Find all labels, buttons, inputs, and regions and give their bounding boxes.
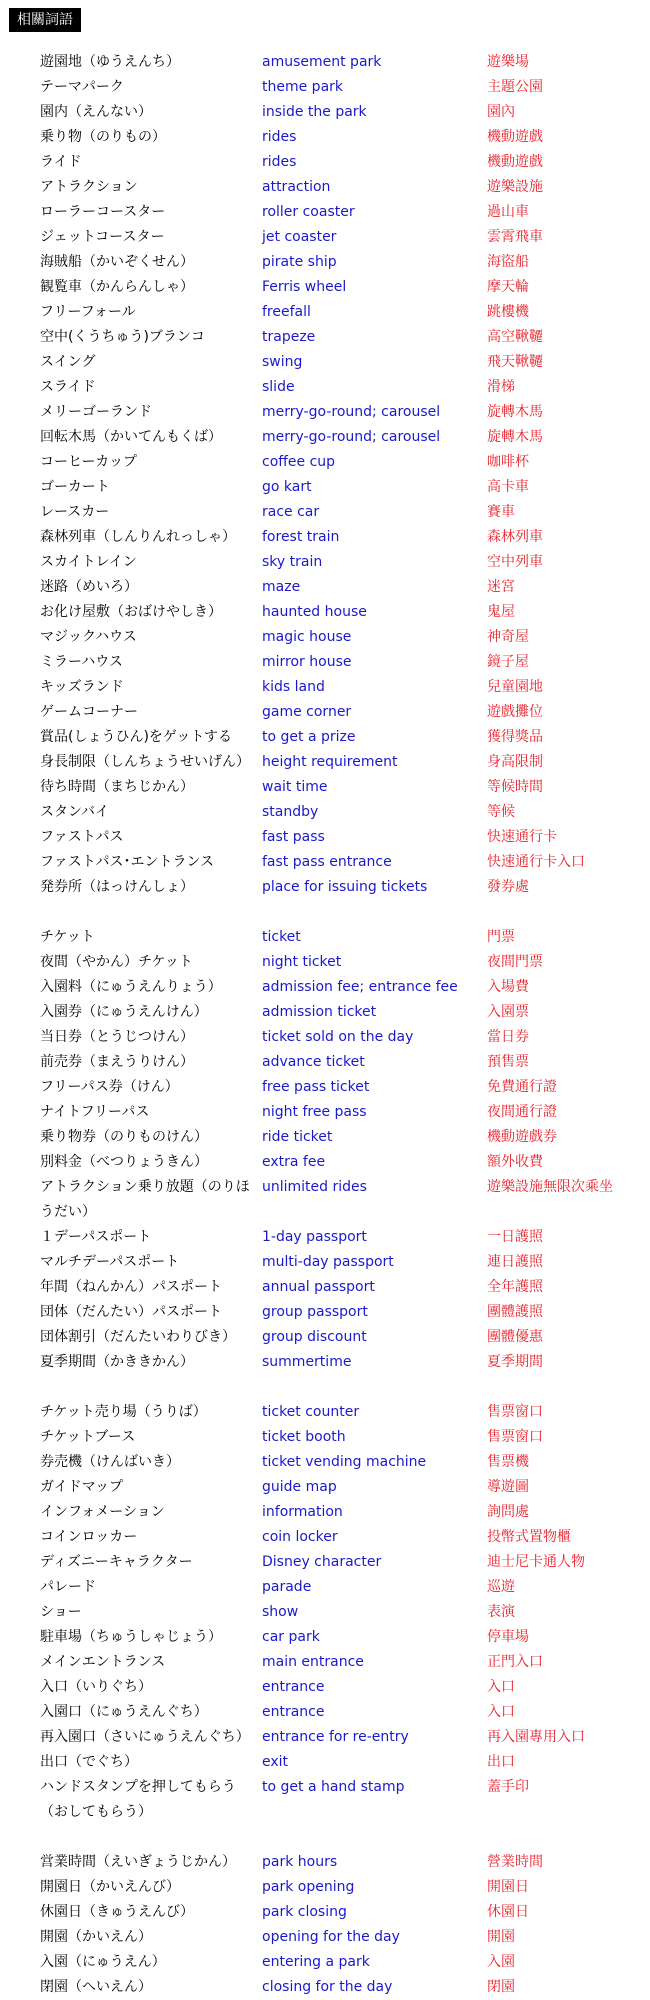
japanese-term: 回転木馬（かいてんもくば）: [40, 429, 222, 445]
english-term: race car: [262, 504, 320, 520]
vocab-row: [0, 500, 650, 525]
vocab-row: [0, 575, 650, 600]
english-term: standby: [262, 804, 319, 820]
chinese-term: 機動遊戲: [487, 129, 543, 145]
japanese-term: ファストパス･エントランス: [40, 854, 215, 870]
vocab-row: [0, 1700, 650, 1725]
chinese-term: 休園日: [487, 1904, 529, 1920]
japanese-term: スライド: [40, 379, 96, 395]
english-term: annual passport: [262, 1279, 375, 1295]
japanese-term: 空中(くうちゅう)ブランコ: [40, 329, 205, 345]
english-term: entrance for re-entry: [262, 1729, 409, 1745]
vocab-row: [0, 1300, 650, 1325]
vocabulary-list: [0, 50, 650, 2000]
vocab-row: [0, 250, 650, 275]
vocab-row: [0, 1250, 650, 1275]
chinese-term: 導遊圖: [487, 1479, 529, 1495]
japanese-term: 駐車場（ちゅうしゃじょう）: [40, 1629, 222, 1645]
vocab-row: [0, 925, 650, 950]
vocab-row: [0, 750, 650, 775]
english-term: park hours: [262, 1854, 338, 1870]
english-term: maze: [262, 579, 301, 595]
english-term: closing for the day: [262, 1979, 393, 1995]
vocab-row: [0, 75, 650, 100]
vocab-row: [0, 700, 650, 725]
japanese-term: スイング: [40, 354, 96, 370]
english-term: advance ticket: [262, 1054, 365, 1070]
english-term: ticket vending machine: [262, 1454, 427, 1470]
vocab-group: [0, 925, 650, 1375]
chinese-term: 全年護照: [487, 1279, 543, 1295]
chinese-term: 兒童園地: [487, 679, 543, 695]
vocab-row: [0, 1875, 650, 1900]
vocab-row: [0, 1750, 650, 1775]
vocab-row: [0, 800, 650, 825]
english-term: coffee cup: [262, 454, 336, 470]
chinese-term: 巡遊: [487, 1579, 515, 1595]
chinese-term: 入園: [487, 1954, 515, 1970]
chinese-term: 迷宮: [487, 579, 515, 595]
english-term: merry-go-round; carousel: [262, 429, 441, 445]
english-term: admission ticket: [262, 1004, 377, 1020]
vocab-row: [0, 125, 650, 150]
chinese-term: 遊樂設施: [487, 179, 543, 195]
japanese-term: キッズランド: [40, 679, 124, 695]
chinese-term: 開園: [487, 1929, 515, 1945]
vocab-row: [0, 1675, 650, 1700]
english-term: place for issuing tickets: [262, 879, 428, 895]
chinese-term: 投幣式置物櫃: [487, 1529, 571, 1545]
japanese-term: 発券所（はっけんしょ）: [40, 879, 194, 895]
english-term: information: [262, 1504, 343, 1520]
chinese-term: 機動遊戲: [487, 154, 543, 170]
vocab-row: [0, 1725, 650, 1750]
chinese-term: 快速通行卡入口: [487, 854, 585, 870]
vocab-row: [0, 1125, 650, 1150]
japanese-term: 入園料（にゅうえんりょう）: [40, 979, 222, 995]
english-term: ticket: [262, 929, 301, 945]
chinese-term: 神奇屋: [487, 629, 529, 645]
english-term: haunted house: [262, 604, 367, 620]
english-term: main entrance: [262, 1654, 364, 1670]
japanese-term: ディズニーキャラクター: [40, 1554, 193, 1570]
japanese-term: 当日券（とうじつけん）: [40, 1029, 194, 1045]
japanese-term: アトラクション: [40, 179, 138, 195]
japanese-term: 乗り物券（のりものけん）: [40, 1129, 208, 1145]
chinese-term: 閉園: [487, 1979, 515, 1995]
english-term: sky train: [262, 554, 323, 570]
chinese-term: 機動遊戲券: [487, 1129, 557, 1145]
chinese-term: 旋轉木馬: [487, 404, 543, 420]
chinese-term: 滑梯: [487, 379, 515, 395]
chinese-term: 鬼屋: [487, 604, 515, 620]
vocab-row: [0, 1100, 650, 1125]
english-term: multi-day passport: [262, 1254, 394, 1270]
japanese-term: 遊園地（ゆうえんち）: [40, 54, 180, 70]
english-term: entrance: [262, 1679, 325, 1695]
japanese-term: ミラーハウス: [40, 654, 123, 670]
vocab-row: [0, 1225, 650, 1250]
vocab-row: [0, 975, 650, 1000]
vocab-row: [0, 650, 650, 675]
english-term: fast pass: [262, 829, 325, 845]
vocab-row: [0, 1325, 650, 1350]
vocab-row: [0, 1475, 650, 1500]
chinese-term: 發券處: [487, 879, 529, 895]
chinese-term: 高卡車: [487, 479, 529, 495]
chinese-term: 夜間門票: [487, 954, 543, 970]
english-term: wait time: [262, 779, 328, 795]
english-term: rides: [262, 154, 297, 170]
english-term: Disney character: [262, 1554, 382, 1570]
vocab-row: [0, 1950, 650, 1975]
english-term: car park: [262, 1629, 320, 1645]
english-term: height requirement: [262, 754, 398, 770]
japanese-term: レースカー: [40, 504, 110, 520]
japanese-term: ローラーコースター: [40, 204, 166, 220]
chinese-term: 等候: [487, 804, 515, 820]
chinese-term: 售票窗口: [487, 1404, 543, 1420]
japanese-term: スタンバイ: [40, 804, 110, 820]
japanese-term: マルチデーパスポート: [40, 1254, 180, 1270]
vocab-row: [0, 875, 650, 900]
chinese-term: 獲得獎品: [487, 729, 543, 745]
vocab-group: [0, 50, 650, 900]
japanese-term: 園内（えんない）: [40, 104, 152, 120]
vocab-row: [0, 275, 650, 300]
japanese-term: ゴーカート: [40, 479, 110, 495]
japanese-term: 前売券（まえうりけん）: [40, 1054, 194, 1070]
vocab-row: [0, 775, 650, 800]
japanese-term: チケット売り場（うりば）: [40, 1404, 207, 1420]
english-term: fast pass entrance: [262, 854, 392, 870]
vocab-row: [0, 1025, 650, 1050]
vocab-row: [0, 50, 650, 75]
chinese-term: 售票窗口: [487, 1429, 543, 1445]
vocab-row: [0, 1075, 650, 1100]
vocab-row: [0, 1625, 650, 1650]
japanese-term: 夜間（やかん）チケット: [40, 954, 193, 970]
english-term: go kart: [262, 479, 312, 495]
english-term: unlimited rides: [262, 1179, 367, 1195]
japanese-term: 営業時間（えいぎょうじかん）: [40, 1854, 236, 1870]
japanese-term: マジックハウス: [40, 629, 137, 645]
vocab-row: [0, 825, 650, 850]
vocab-row: [0, 1900, 650, 1925]
chinese-term: 跳樓機: [487, 304, 529, 320]
vocab-row: [0, 450, 650, 475]
vocab-row: [0, 100, 650, 125]
english-term: to get a hand stamp: [262, 1779, 405, 1795]
chinese-term: 遊樂設施無限次乘坐: [487, 1179, 613, 1195]
english-term: show: [262, 1604, 299, 1620]
english-term: game corner: [262, 704, 352, 720]
vocab-row: [0, 1150, 650, 1175]
japanese-term: 閉園（へいえん）: [40, 1979, 152, 1995]
vocab-row: [0, 475, 650, 500]
english-term: swing: [262, 354, 303, 370]
japanese-term: 団体割引（だんたいわりびき）: [40, 1329, 236, 1345]
japanese-term: 迷路（めいろ）: [40, 579, 138, 595]
chinese-term: 森林列車: [487, 529, 543, 545]
chinese-term: 雲霄飛車: [487, 229, 543, 245]
english-term: amusement park: [262, 54, 382, 70]
vocab-row: [0, 1775, 650, 1825]
chinese-term: 入場費: [487, 979, 529, 995]
chinese-term: 當日券: [487, 1029, 529, 1045]
chinese-term: 額外收費: [487, 1154, 543, 1170]
japanese-term: メインエントランス: [40, 1654, 166, 1670]
vocab-row: [0, 200, 650, 225]
english-term: to get a prize: [262, 729, 356, 745]
english-term: rides: [262, 129, 297, 145]
vocab-row: [0, 1600, 650, 1625]
chinese-term: 免費通行證: [487, 1079, 557, 1095]
vocab-row: [0, 1400, 650, 1425]
chinese-term: 旋轉木馬: [487, 429, 543, 445]
chinese-term: 一日護照: [487, 1229, 543, 1245]
vocab-row: [0, 400, 650, 425]
vocab-row: [0, 850, 650, 875]
english-term: freefall: [262, 304, 311, 320]
english-term: extra fee: [262, 1154, 326, 1170]
english-term: ticket booth: [262, 1429, 346, 1445]
vocab-row: [0, 1575, 650, 1600]
chinese-term: 等候時間: [487, 779, 543, 795]
vocab-row: [0, 225, 650, 250]
english-term: free pass ticket: [262, 1079, 370, 1095]
section-title: 相關詞語: [9, 8, 81, 32]
chinese-term: 夏季期間: [487, 1354, 543, 1370]
english-term: kids land: [262, 679, 325, 695]
chinese-term: 海盜船: [487, 254, 529, 270]
vocab-row: [0, 150, 650, 175]
vocab-row: [0, 1350, 650, 1375]
japanese-term: 入口（いりぐち）: [40, 1679, 152, 1695]
chinese-term: 營業時間: [487, 1854, 543, 1870]
japanese-term: 出口（でぐち）: [40, 1754, 138, 1770]
english-term: exit: [262, 1754, 289, 1770]
vocab-row: [0, 550, 650, 575]
vocab-row: [0, 600, 650, 625]
vocab-row: [0, 300, 650, 325]
english-term: 1-day passport: [262, 1229, 367, 1245]
japanese-term: ゲームコーナー: [40, 704, 138, 720]
vocab-row: [0, 1925, 650, 1950]
japanese-term: 再入園口（さいにゅうえんぐち）: [40, 1729, 250, 1745]
japanese-term: １デーパスポート: [40, 1229, 152, 1245]
vocab-row: [0, 1500, 650, 1525]
vocab-row: [0, 375, 650, 400]
japanese-term: ナイトフリーパス: [40, 1104, 150, 1120]
chinese-term: 詢問處: [487, 1504, 529, 1520]
chinese-term: 迪士尼卡通人物: [487, 1554, 585, 1570]
chinese-term: 遊戲攤位: [487, 704, 543, 720]
japanese-term: 賞品(しょうひん)をゲットする: [40, 729, 232, 745]
vocab-row: [0, 1525, 650, 1550]
chinese-term: 開園日: [487, 1879, 529, 1895]
chinese-term: 正門入口: [487, 1654, 543, 1670]
japanese-term: コーヒーカップ: [40, 454, 138, 470]
japanese-term: 身長制限（しんちょうせいげん）: [40, 754, 250, 770]
english-term: night free pass: [262, 1104, 367, 1120]
japanese-term: ライド: [40, 154, 82, 170]
english-term: ticket sold on the day: [262, 1029, 414, 1045]
japanese-term: 海賊船（かいぞくせん）: [40, 254, 194, 270]
japanese-term: 観覧車（かんらんしゃ）: [40, 279, 194, 295]
japanese-term: 森林列車（しんりんれっしゃ）: [40, 529, 236, 545]
vocab-row: [0, 325, 650, 350]
chinese-term: 入口: [487, 1704, 515, 1720]
chinese-term: 身高限制: [487, 754, 543, 770]
vocab-row: [0, 1550, 650, 1575]
english-term: pirate ship: [262, 254, 337, 270]
english-term: entering a park: [262, 1954, 370, 1970]
chinese-term: 摩天輪: [487, 279, 529, 295]
english-term: inside the park: [262, 104, 367, 120]
japanese-term: スカイトレイン: [40, 554, 137, 570]
japanese-term: チケットブース: [40, 1429, 136, 1445]
vocab-row: [0, 1000, 650, 1025]
english-term: mirror house: [262, 654, 352, 670]
chinese-term: 表演: [487, 1604, 515, 1620]
japanese-term: 開園（かいえん）: [40, 1929, 152, 1945]
vocab-row: [0, 1450, 650, 1475]
vocab-row: [0, 1175, 650, 1225]
japanese-term: 入園券（にゅうえんけん）: [40, 1004, 208, 1020]
chinese-term: 主題公園: [487, 79, 543, 95]
japanese-term: フリーパス券（けん）: [40, 1079, 179, 1095]
japanese-term: 開園日（かいえんび）: [40, 1879, 180, 1895]
english-term: opening for the day: [262, 1929, 400, 1945]
japanese-term: 夏季期間（かききかん）: [40, 1354, 194, 1370]
chinese-term: 團體護照: [487, 1304, 543, 1320]
chinese-term: 入口: [487, 1679, 515, 1695]
english-term: entrance: [262, 1704, 325, 1720]
english-term: theme park: [262, 79, 344, 95]
japanese-term: お化け屋敷（おばけやしき）: [40, 604, 222, 620]
vocab-row: [0, 675, 650, 700]
japanese-term: 入園（にゅうえん）: [40, 1954, 166, 1970]
english-term: group discount: [262, 1329, 367, 1345]
japanese-term: 別料金（べつりょうきん）: [40, 1154, 208, 1170]
vocab-row: [0, 425, 650, 450]
chinese-term: 快速通行卡: [487, 829, 557, 845]
english-term: admission fee; entrance fee: [262, 979, 458, 995]
japanese-term: ショー: [40, 1604, 82, 1620]
japanese-term: インフォメーション: [40, 1504, 165, 1520]
japanese-term: 乗り物（のりもの）: [40, 129, 166, 145]
english-term: night ticket: [262, 954, 342, 970]
chinese-term: 鏡子屋: [487, 654, 529, 670]
english-term: merry-go-round; carousel: [262, 404, 441, 420]
chinese-term: 售票機: [487, 1454, 529, 1470]
vocab-row: [0, 1425, 650, 1450]
japanese-term: 団体（だんたい）パスポート: [40, 1304, 222, 1320]
chinese-term: 蓋手印: [487, 1779, 529, 1795]
chinese-term: 團體優惠: [487, 1329, 543, 1345]
chinese-term: 夜間通行證: [487, 1104, 557, 1120]
chinese-term: 停車場: [487, 1629, 529, 1645]
english-term: ticket counter: [262, 1404, 360, 1420]
japanese-term: チケット: [40, 929, 95, 945]
english-term: trapeze: [262, 329, 316, 345]
chinese-term: 空中列車: [487, 554, 543, 570]
chinese-term: 門票: [487, 929, 515, 945]
english-term: park opening: [262, 1879, 355, 1895]
vocab-row: [0, 350, 650, 375]
chinese-term: 入園票: [487, 1004, 529, 1020]
english-term: parade: [262, 1579, 312, 1595]
chinese-term: 飛天鞦韆: [487, 354, 543, 370]
english-term: magic house: [262, 629, 352, 645]
japanese-term: 券売機（けんばいき）: [40, 1454, 180, 1470]
vocab-row: [0, 525, 650, 550]
english-term: jet coaster: [262, 229, 337, 245]
japanese-term: コインロッカー: [40, 1529, 138, 1545]
vocab-group: [0, 1850, 650, 2000]
chinese-term: 咖啡杯: [487, 454, 529, 470]
japanese-term: ハンドスタンプを押してもらう（おしてもらう）: [40, 1779, 236, 1820]
english-term: coin locker: [262, 1529, 338, 1545]
vocab-row: [0, 1050, 650, 1075]
chinese-term: 再入園專用入口: [487, 1729, 585, 1745]
japanese-term: ジェットコースター: [40, 229, 165, 245]
japanese-term: ファストパス: [40, 829, 124, 845]
chinese-term: 遊樂場: [487, 54, 529, 70]
japanese-term: フリーフォール: [40, 304, 136, 320]
japanese-term: 年間（ねんかん）パスポート: [40, 1279, 222, 1295]
vocab-row: [0, 1650, 650, 1675]
vocab-group: [0, 1400, 650, 1825]
english-term: Ferris wheel: [262, 279, 347, 295]
chinese-term: 預售票: [487, 1054, 529, 1070]
japanese-term: メリーゴーランド: [40, 404, 152, 420]
chinese-term: 賽車: [487, 504, 515, 520]
english-term: slide: [262, 379, 295, 395]
english-term: guide map: [262, 1479, 337, 1495]
vocab-row: [0, 175, 650, 200]
japanese-term: パレード: [40, 1579, 96, 1595]
english-term: summertime: [262, 1354, 352, 1370]
vocab-row: [0, 950, 650, 975]
vocab-row: [0, 1275, 650, 1300]
english-term: attraction: [262, 179, 331, 195]
vocab-row: [0, 1975, 650, 2000]
japanese-term: 入園口（にゅうえんぐち）: [40, 1704, 208, 1720]
chinese-term: 出口: [487, 1754, 515, 1770]
japanese-term: テーマパーク: [40, 79, 124, 95]
vocab-row: [0, 725, 650, 750]
chinese-term: 園內: [487, 104, 515, 120]
chinese-term: 過山車: [487, 204, 529, 220]
vocab-row: [0, 1850, 650, 1875]
japanese-term: アトラクション乗り放題（のりほうだい）: [40, 1179, 250, 1220]
english-term: roller coaster: [262, 204, 355, 220]
vocab-row: [0, 625, 650, 650]
chinese-term: 連日護照: [487, 1254, 543, 1270]
japanese-term: 休園日（きゅうえんび）: [40, 1904, 194, 1920]
japanese-term: 待ち時間（まちじかん）: [40, 779, 194, 795]
chinese-term: 高空鞦韆: [487, 329, 543, 345]
english-term: forest train: [262, 529, 340, 545]
english-term: group passport: [262, 1304, 368, 1320]
english-term: park closing: [262, 1904, 347, 1920]
japanese-term: ガイドマップ: [40, 1479, 124, 1495]
english-term: ride ticket: [262, 1129, 333, 1145]
